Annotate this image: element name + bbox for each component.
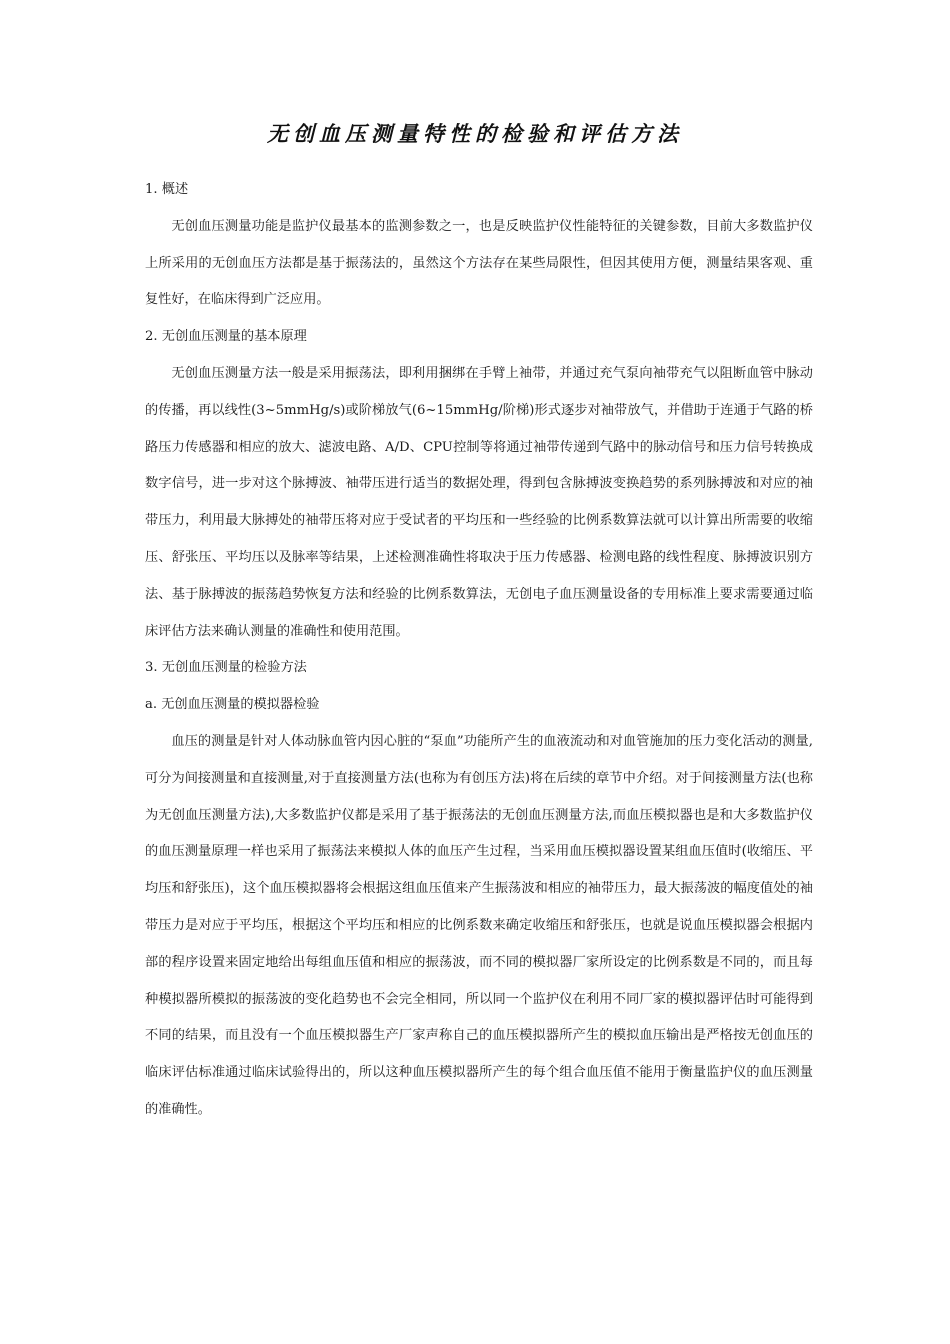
- section-paragraph-overview: 无创血压测量功能是监护仪最基本的监测参数之一，也是反映监护仪性能特征的关键参数，目前大多数监护仪上所采用的无创血压方法都是基于振荡法的，虽然这个方法存在某些局限性，但因其使用方便，测量结果客观、重复性好，在临床得到广泛应用。: [145, 218, 813, 308]
- section-heading-test-methods: 3. 无创血压测量的检验方法: [145, 660, 307, 676]
- document-title: 无创血压测量特性的检验和评估方法: [267, 121, 683, 146]
- section-heading-principle: 2. 无创血压测量的基本原理: [145, 329, 307, 345]
- subsection-paragraph-simulator-test: 血压的测量是针对人体动脉血管内因心脏的“泵血”功能所产生的血液流动和对血管施加的压力变化活动的测量,可分为间接测量和直接测量,对于直接测量方法(也称为有创压方法)将在后续的章节中介绍。对于间接测量方法(也称为无创血压测量方法),大多数监护仪都是采用了基于振荡法的无创血压测量方法,而血压模拟器也是和大多数监护仪的血压测量原理一样也采用了振荡法来模拟人体的血压产生过程，当采用血压模拟器设置某组血压值时(收缩压、平均压和舒张压)，这个血压模拟器将会根据这组血压值来产生振荡波和相应的袖带压力，最大振荡波的幅度值处的袖带压力是对应于平均压，根据这个平均压和相应的比例系数来确定收缩压和舒张压，也就是说血压模拟器会根据内部的程序设置来固定地给出每组血压值和相应的振荡波，而不同的模拟器厂家所设定的比例系数是不同的，而且每种模拟器所模拟的振荡波的变化趋势也不会完全相同，所以同一个监护仪在利用不同厂家的模拟器评估时可能得到不同的结果，而且没有一个血压模拟器生产厂家声称自己的血压模拟器所产生的模拟血压输出是严格按无创血压的临床评估标准通过临床试验得出的，所以这种血压模拟器所产生的每个组合血压值不能用于衡量监护仪的血压测量的准确性。: [145, 733, 813, 1117]
- subsection-heading-simulator-test: a. 无创血压测量的模拟器检验: [145, 697, 320, 713]
- section-paragraph-principle: 无创血压测量方法一般是采用振荡法，即利用捆绑在手臂上袖带，并通过充气泵向袖带充气以阻断血管中脉动的传播，再以线性(3~5mmHg/s)或阶梯放气(6~15mmHg/阶梯)形式逐步对袖带放气，并借助于连通于气路的桥路压力传感器和相应的放大、滤波电路、A/D、CPU控制等将通过袖带传递到气路中的脉动信号和压力信号转换成数字信号，进一步对这个脉搏波、袖带压进行适当的数据处理，得到包含脉搏波变换趋势的系列脉搏波和对应的袖带压力，利用最大脉搏处的袖带压将对应于受试者的平均压和一些经验的比例系数算法就可以计算出所需要的收缩压、舒张压、平均压以及脉率等结果，上述检测准确性将取决于压力传感器、检测电路的线性程度、脉搏波识别方法、基于脉搏波的振荡趋势恢复方法和经验的比例系数算法，无创电子血压测量设备的专用标准上要求需要通过临床评估方法来确认测量的准确性和使用范围。: [145, 365, 813, 639]
- section-heading-overview: 1. 概述: [145, 182, 189, 197]
- document-body: [145, 172, 813, 1129]
